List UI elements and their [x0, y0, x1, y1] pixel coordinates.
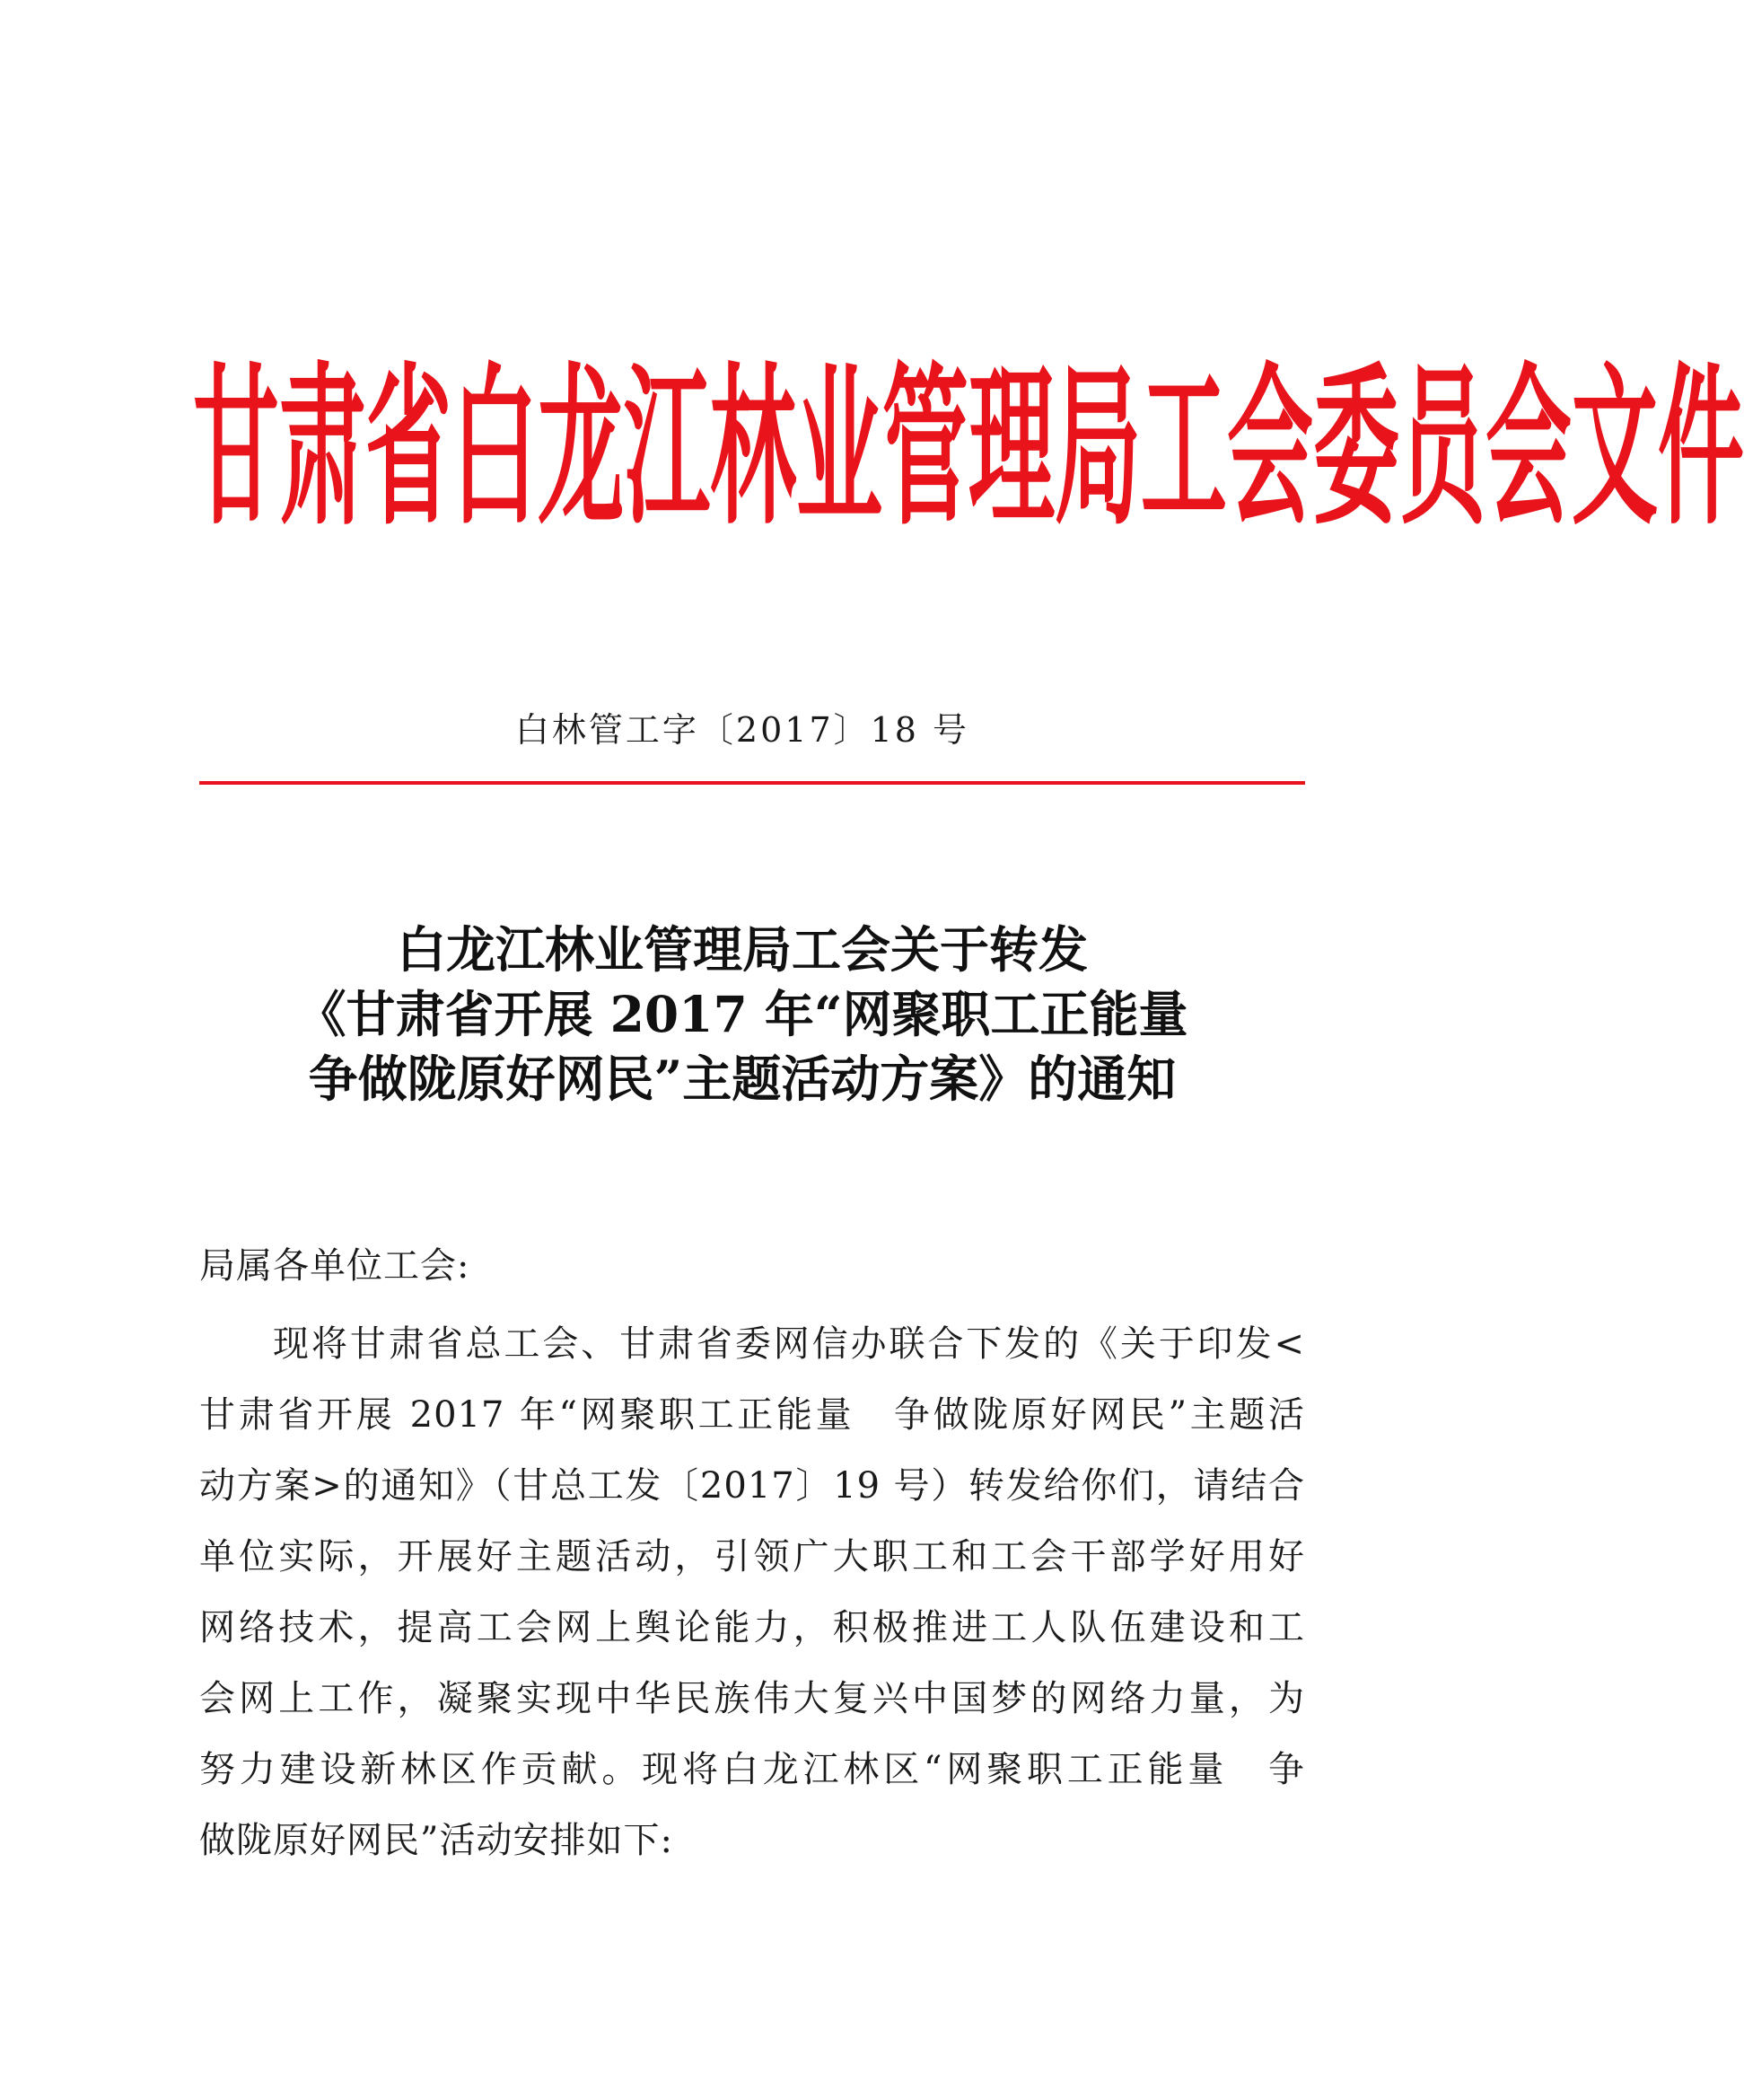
masthead-char: 工 [1141, 347, 1227, 549]
body-line: 网络技术，提高工会网上舆论能力，积极推进工人队伍建设和工 [199, 1607, 1305, 1648]
body-line: 做陇原好网民”活动安排如下: [199, 1820, 673, 1861]
masthead-char: 肃 [279, 347, 365, 549]
body-line: 动方案>的通知》（甘总工发〔2017〕19 号）转发给你们，请结合 [199, 1465, 1305, 1507]
masthead-char: 甘 [193, 347, 279, 549]
masthead-char: 龙 [538, 347, 624, 549]
masthead-char: 江 [624, 347, 710, 549]
body-line: 会网上工作，凝聚实现中华民族伟大复兴中国梦的网络力量，为 [199, 1678, 1305, 1719]
masthead-char: 会 [1227, 347, 1313, 549]
masthead-title [193, 346, 1744, 549]
masthead-char: 员 [1399, 347, 1485, 549]
title-line-3: 争做陇原好网民”主题活动方案》的通知 [308, 1050, 1177, 1108]
body-paragraph [199, 1309, 1305, 1876]
masthead-char: 业 [796, 347, 882, 549]
body-line: 现将甘肃省总工会、甘肃省委网信办联合下发的《关于印发< [273, 1323, 1305, 1365]
red-divider [199, 781, 1305, 785]
masthead-char: 白 [451, 347, 538, 549]
masthead-char: 文 [1572, 347, 1658, 549]
document-title [0, 918, 1485, 1112]
masthead-char: 委 [1313, 347, 1399, 549]
masthead-char: 理 [968, 347, 1055, 549]
masthead-char: 管 [882, 347, 968, 549]
title-line-1: 白龙江林业管理局工会关于转发 [396, 920, 1088, 979]
body-line: 单位实际，开展好主题活动，引领广大职工和工会干部学好用好 [199, 1536, 1305, 1577]
masthead-char: 省 [365, 347, 451, 549]
body-line: 努力建设新林区作贡献。现将白龙江林区“网聚职工正能量 争 [199, 1749, 1305, 1790]
masthead-char: 件 [1658, 347, 1744, 549]
title-line-2: 《甘肃省开展 2017 年“网聚职工正能量 [296, 985, 1188, 1043]
body-line: 甘肃省开展 2017 年“网聚职工正能量 争做陇原好网民”主题活 [199, 1394, 1305, 1436]
salutation: 局属各单位工会: [199, 1245, 470, 1287]
masthead-char: 会 [1485, 347, 1572, 549]
masthead-char: 局 [1055, 347, 1141, 549]
document-number: 白林管工字〔2017〕18 号 [514, 710, 970, 750]
masthead-char: 林 [710, 347, 796, 549]
